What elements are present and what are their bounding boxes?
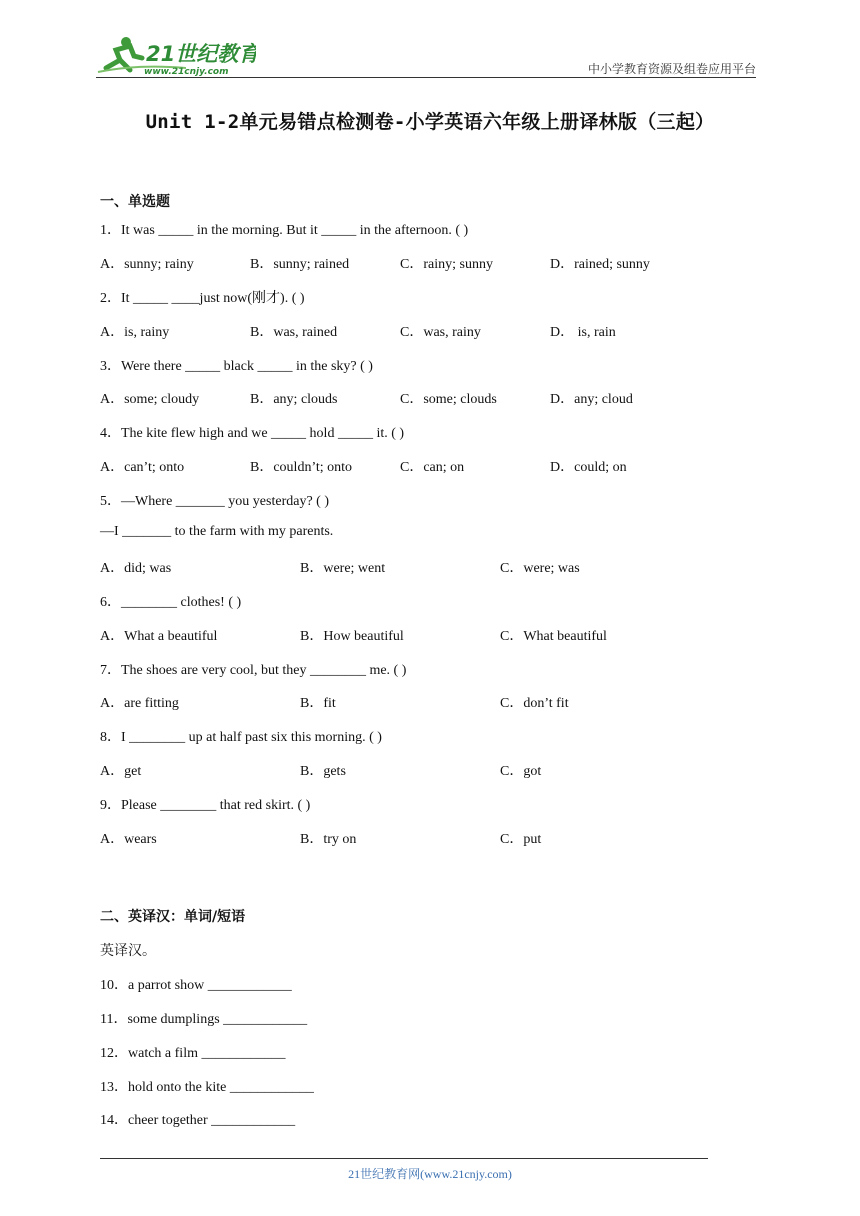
q1-option-c: C．rainy; sunny xyxy=(400,257,493,272)
q2-option-b: B．was, rained xyxy=(250,325,338,340)
question-2: 2．It _____ ____just now(刚才). ( ) xyxy=(100,291,305,306)
question-6: 6．________ clothes! ( ) xyxy=(100,595,242,610)
translation-item-11: 11．some dumplings ____________ xyxy=(100,1012,308,1027)
translation-item-12: 12．watch a film ____________ xyxy=(100,1046,286,1061)
q1-option-d: D．rained; sunny xyxy=(550,257,650,272)
q8-option-c: C．got xyxy=(500,764,542,779)
q1-option-b: B．sunny; rained xyxy=(250,257,350,272)
q5-option-b: B．were; went xyxy=(300,561,386,576)
q3-option-a: A．some; cloudy xyxy=(100,392,200,407)
question-8: 8．I ________ up at half past six this morning. ( ) xyxy=(100,730,382,745)
translation-item-14: 14．cheer together ____________ xyxy=(100,1113,296,1128)
q6-option-b: B．How beautiful xyxy=(300,629,404,644)
q5-option-c: C．were; was xyxy=(500,561,580,576)
translation-item-10: 10．a parrot show ____________ xyxy=(100,978,292,993)
question-4: 4．The kite flew high and we _____ hold _____ it. ( ) xyxy=(100,426,405,441)
translation-item-13: 13．hold onto the kite ____________ xyxy=(100,1080,314,1095)
q4-option-d: D．could; on xyxy=(550,460,627,475)
q3-option-b: B．any; clouds xyxy=(250,392,338,407)
section-heading-translation: 二、英译汉：单词/短语 xyxy=(100,909,246,925)
q7-option-c: C．don’t fit xyxy=(500,696,569,711)
q3-option-d: D．any; cloud xyxy=(550,392,633,407)
section-instruction: 英译汉。 xyxy=(100,944,156,959)
runner-logo-icon xyxy=(96,34,256,78)
page-title: Unit 1-2单元易错点检测卷-小学英语六年级上册译林版（三起） xyxy=(145,111,715,133)
question-5: 5．—Where _______ you yesterday? ( ) xyxy=(100,494,329,509)
q4-option-b: B．couldn’t; onto xyxy=(250,460,353,475)
q7-option-b: B．fit xyxy=(300,696,336,711)
q6-option-a: A．What a beautiful xyxy=(100,629,218,644)
q4-option-c: C．can; on xyxy=(400,460,465,475)
section-heading-single-choice: 一、单选题 xyxy=(100,194,170,210)
header-tagline: 中小学教育资源及组卷应用平台 xyxy=(587,62,756,76)
q6-option-c: C．What beautiful xyxy=(500,629,607,644)
question-7: 7．The shoes are very cool, but they ________ me. ( ) xyxy=(100,663,407,678)
q2-option-d: D． is, rain xyxy=(550,325,616,340)
q5-option-a: A．did; was xyxy=(100,561,172,576)
q9-option-c: C．put xyxy=(500,832,542,847)
question-1: 1．It was _____ in the morning. But it _____ in the afternoon. ( ) xyxy=(100,223,469,238)
q3-option-c: C．some; clouds xyxy=(400,392,497,407)
q2-option-a: A．is, rainy xyxy=(100,325,170,340)
q8-option-b: B．gets xyxy=(300,764,346,779)
q7-option-a: A．are fitting xyxy=(100,696,179,711)
q9-option-a: A．wears xyxy=(100,832,157,847)
footer-text: 21世纪教育网(www.21cnjy.com) xyxy=(348,1167,512,1181)
question-9: 9．Please ________ that red skirt. ( ) xyxy=(100,798,311,813)
question-3: 3．Were there _____ black _____ in the sky? ( ) xyxy=(100,359,373,374)
question-5-line-2: —I _______ to the farm with my parents. xyxy=(100,524,334,539)
footer-divider xyxy=(100,1158,708,1159)
logo-text: 21世纪教育 xyxy=(146,42,256,66)
header-divider xyxy=(96,77,756,78)
q2-option-c: C．was, rainy xyxy=(400,325,481,340)
q1-option-a: A．sunny; rainy xyxy=(100,257,194,272)
q9-option-b: B．try on xyxy=(300,832,357,847)
logo-url: www.21cnjy.com xyxy=(144,67,229,77)
q4-option-a: A．can’t; onto xyxy=(100,460,185,475)
site-logo xyxy=(96,34,256,78)
q8-option-a: A．get xyxy=(100,764,142,779)
